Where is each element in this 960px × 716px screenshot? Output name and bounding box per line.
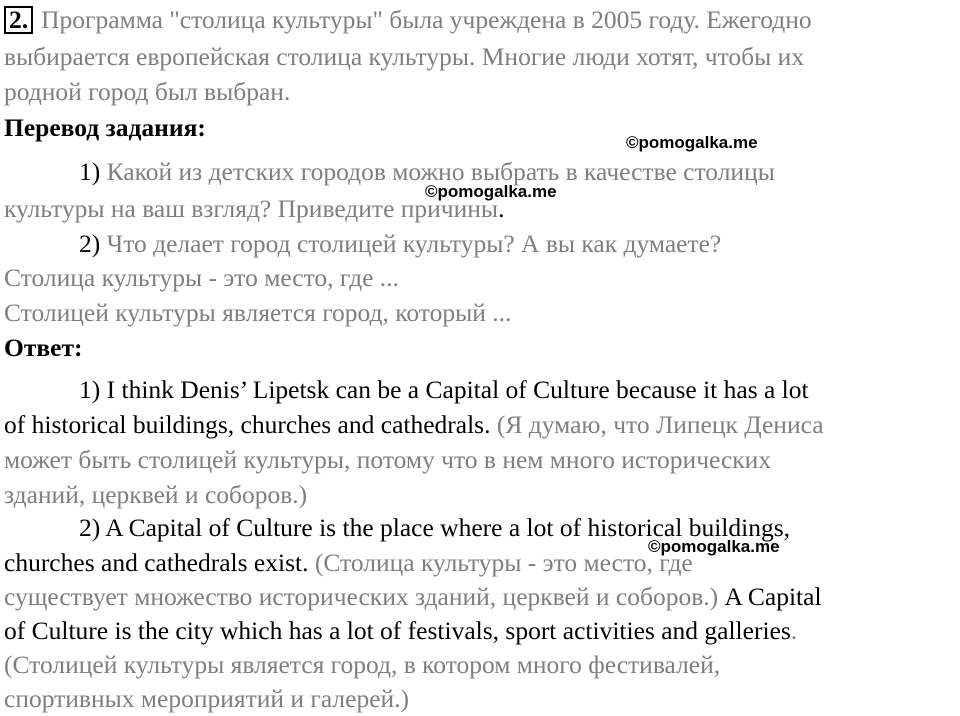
- answer-2-line-1: 2) A Capital of Culture is the place where a lot of historical buildings,: [79, 513, 791, 542]
- question-1-number: 1): [79, 157, 101, 186]
- task-intro-line-2: выбирается европейская столица культуры. Многие люди хотят, чтобы их: [4, 42, 805, 71]
- answer-1-line-3: может быть столицей культуры, потому что в нем много исторических: [4, 445, 772, 474]
- answer-2-english-cont: of Culture is the city which has a lot of festivals, sport activities and galleries: [4, 616, 791, 645]
- answer-2-line-5: (Столицей культуры является город, в котором много фестивалей,: [4, 650, 721, 679]
- answer-2-line-6: спортивных мероприятий и галерей.): [4, 684, 410, 713]
- answer-2-line-3: [4, 580, 822, 614]
- answer-1-line-1: 1) I think Denis’ Lipetsk can be a Capital of Culture because it has a lot: [79, 375, 809, 404]
- task-intro-line-1: [4, 3, 812, 37]
- task-intro-line-3: родной город был выбран.: [4, 77, 291, 106]
- watermark-2: ©pomogalka.me: [425, 182, 557, 201]
- question-2-number: 2): [79, 229, 101, 258]
- task-number-box: 2.: [4, 6, 33, 34]
- question-2-line-1: [4, 227, 721, 261]
- question-2-line-2: Столица культуры - это место, где ...: [4, 263, 399, 292]
- watermark-1: ©pomogalka.me: [626, 133, 758, 152]
- answer-2-line-4: [4, 614, 797, 648]
- question-2-text-1: Что делает город столицей культуры? А вы как думаете?: [106, 229, 722, 258]
- answer-1-english-end: of historical buildings, churches and cathedrals.: [4, 410, 491, 439]
- question-1-text-1: Какой из детских городов можно выбрать в качестве столицы: [106, 157, 775, 186]
- answer-1-russian-start: (Я думаю, что Липецк Дениса: [490, 410, 824, 439]
- watermark-3: ©pomogalka.me: [648, 537, 780, 556]
- answer-1-line-4: зданий, церквей и соборов.): [4, 480, 308, 509]
- question-1-line-1: [4, 155, 775, 189]
- task-intro-text-1: Программа "столица культуры" была учреждена в 2005 году. Ежегодно: [41, 5, 812, 34]
- translation-heading: Перевод задания:: [4, 113, 206, 142]
- answer-2-russian-start: (Столица культуры - это место, где: [308, 548, 693, 577]
- answer-1-line-2: [4, 408, 824, 442]
- answer-2-russian-cont: существует множество исторических зданий, церквей и соборов.): [4, 582, 719, 611]
- answer-2-english-end: churches and cathedrals exist.: [4, 548, 309, 577]
- question-1-text-2: культуры на ваш взгляд? Приведите причины: [4, 194, 499, 223]
- answer-heading: Ответ:: [4, 333, 83, 362]
- question-1-period: .: [498, 194, 505, 223]
- answer-2-period: .: [790, 616, 798, 645]
- question-2-line-3: Столицей культуры является город, который ...: [4, 298, 512, 327]
- answer-2-line-2: [4, 546, 693, 580]
- answer-2-english-start: A Capital: [718, 582, 822, 611]
